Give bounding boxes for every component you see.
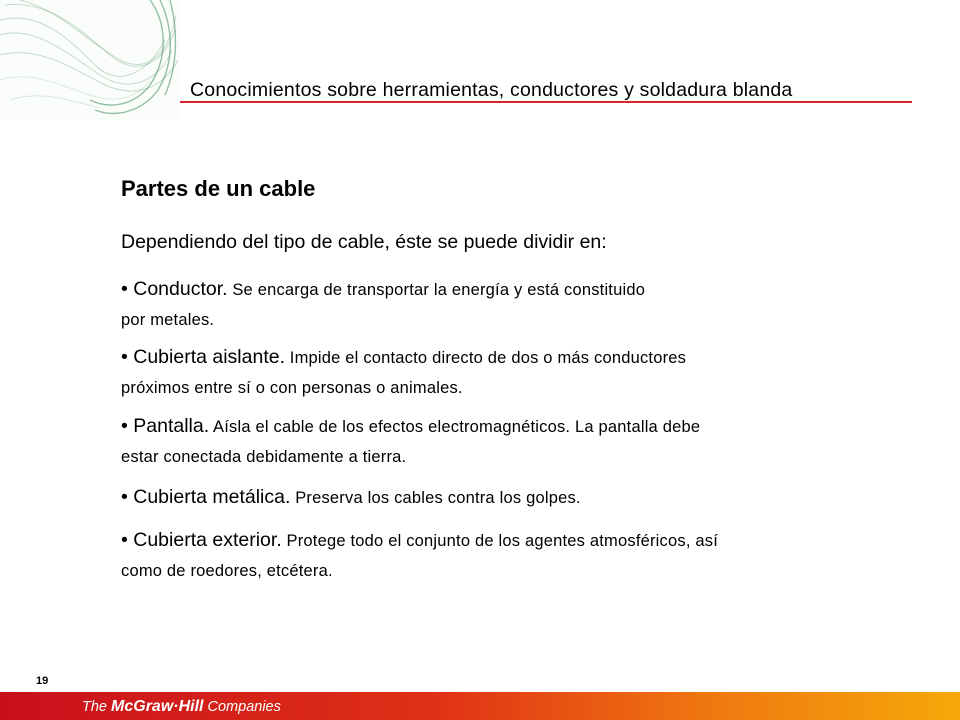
bullet-term: • Cubierta aislante. xyxy=(121,346,285,368)
logo-brand: McGraw·Hill xyxy=(111,698,204,715)
page-number: 19 xyxy=(36,675,49,687)
bullet-pantalla xyxy=(121,411,901,472)
bullet-description-continued: estar conectada debidamente a tierra. xyxy=(121,448,407,466)
bullet-conductor xyxy=(121,274,901,335)
bullet-cubierta-metalica xyxy=(121,482,901,513)
logo-suffix: Companies xyxy=(203,699,281,715)
logo-prefix: The xyxy=(82,699,112,715)
bullet-description: Impide el contacto directo de dos o más conductores xyxy=(285,349,687,367)
bullet-cubierta-exterior xyxy=(121,525,901,586)
presentation-title: Conocimientos sobre herramientas, conductores y soldadura blanda xyxy=(190,79,793,101)
bullet-description-continued: como de roedores, etcétera. xyxy=(121,562,333,580)
bullet-term: • Pantalla. xyxy=(121,415,210,437)
bullet-term: • Cubierta metálica. xyxy=(121,486,291,508)
bullet-description: Preserva los cables contra los golpes. xyxy=(290,489,581,507)
bullet-cubierta-aislante xyxy=(121,342,901,403)
bullet-description: Se encarga de transportar la energía y está constituido xyxy=(227,281,646,299)
footer-bar xyxy=(0,692,960,720)
bullet-term: • Cubierta exterior. xyxy=(121,529,282,551)
decorative-swirl-graphic xyxy=(0,0,180,120)
publisher-logo xyxy=(82,698,281,716)
intro-text: Dependiendo del tipo de cable, éste se puede dividir en: xyxy=(121,231,607,253)
title-underline-rule xyxy=(180,101,912,103)
bullet-description-continued: próximos entre sí o con personas o animales. xyxy=(121,379,463,397)
bullet-description-continued: por metales. xyxy=(121,311,215,329)
slide-heading: Partes de un cable xyxy=(121,176,316,201)
bullet-description: Aísla el cable de los efectos electromagnéticos. La pantalla debe xyxy=(209,418,701,436)
bullet-description: Protege todo el conjunto de los agentes atmosféricos, así xyxy=(281,532,719,550)
bullet-term: • Conductor. xyxy=(121,278,228,300)
